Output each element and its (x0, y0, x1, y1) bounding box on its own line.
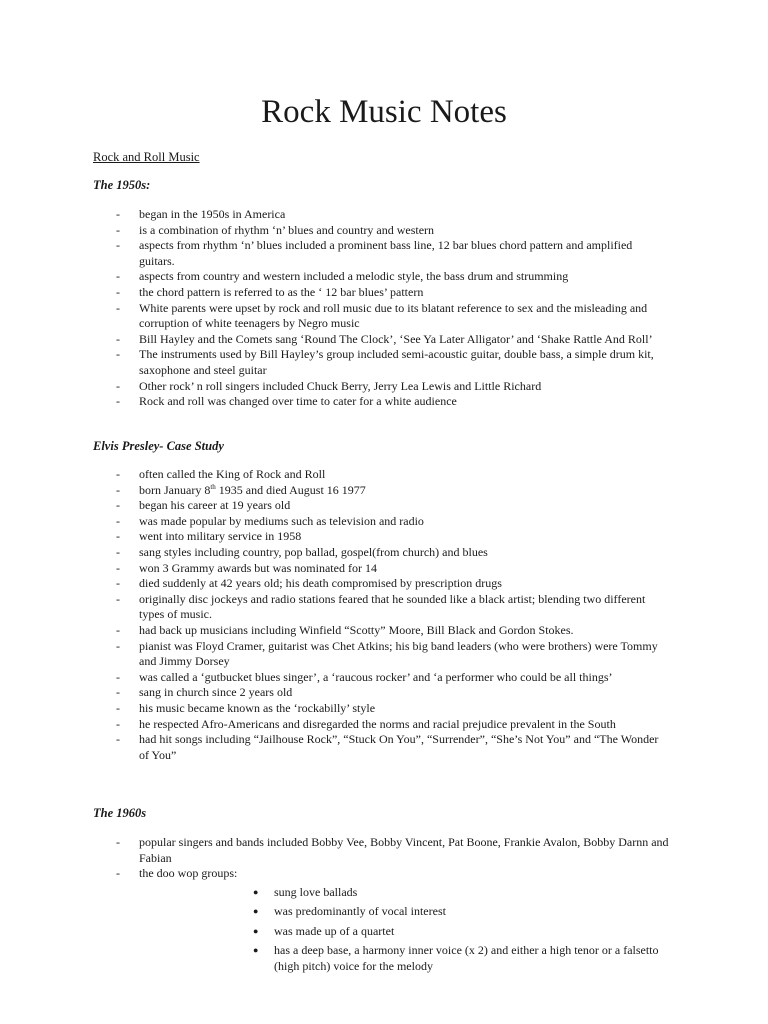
dash-bullet: - (116, 591, 120, 606)
list-item: - pianist was Floyd Cramer, guitarist was Chet Atkins; his big band leaders (who were brothers) were Tommy and Jimmy Dorsey (116, 638, 658, 669)
dash-bullet: - (116, 622, 120, 637)
dash-bullet: - (116, 394, 120, 409)
dash-bullet: - (116, 238, 120, 253)
list-item: - Other rock’ n roll singers included Chuck Berry, Jerry Lea Lewis and Little Richard (116, 378, 542, 393)
list-item: - aspects from rhythm ‘n’ blues included a prominent bass line, 12 bar blues chord pattern and amplified guitars. (116, 238, 633, 268)
list-item: - won 3 Grammy awards but was nominated for 14 (116, 560, 377, 575)
list-item: - The instruments used by Bill Hayley’s group included semi-acoustic guitar, double bass, a simple drum kit, saxophone and steel guitar (116, 347, 654, 377)
list-item: - began in the 1950s in America (116, 207, 286, 221)
round-bullet-icon: ● (253, 945, 259, 956)
round-bullet-icon: ● (253, 887, 259, 897)
dash-bullet: - (116, 638, 120, 653)
dash-bullet: - (116, 576, 120, 591)
list-item: - began his career at 19 years old (116, 498, 291, 513)
list-item: - went into military service in 1958 (116, 529, 302, 544)
list-item: - sang styles including country, pop ballad, gospel(from church) and blues (116, 544, 488, 559)
list-item: - died suddenly at 42 years old; his death compromised by prescription drugs (116, 576, 502, 591)
list-item: ● sung love ballads (253, 885, 358, 899)
dash-bullet: - (116, 467, 120, 481)
dash-bullet: - (116, 269, 120, 284)
dash-bullet: - (116, 560, 120, 575)
ordinal-suffix: th (210, 482, 216, 491)
dash-bullet: - (116, 207, 120, 221)
dash-bullet: - (116, 544, 120, 559)
dash-bullet: - (116, 284, 120, 299)
dash-bullet: - (116, 498, 120, 513)
list-item: - he respected Afro-Americans and disregarded the norms and racial prejudice prevalent in the South (116, 716, 616, 731)
list-item: ● has a deep base, a harmony inner voice (x 2) and either a high tenor or a falsetto (high pitch) voice for the melody (253, 943, 659, 973)
list-item: - the doo wop groups: (116, 866, 238, 881)
dash-bullet: - (116, 529, 120, 544)
list-item: - is a combination of rhythm ‘n’ blues and country and western (116, 222, 435, 237)
elvis-list (0, 467, 669, 763)
list-item: - the chord pattern is referred to as the ‘ 12 bar blues’ pattern (116, 284, 424, 299)
dash-bullet: - (116, 669, 120, 684)
round-bullet-icon: ● (253, 925, 259, 936)
section-heading: Rock and Roll Music (93, 150, 200, 164)
dash-bullet: - (116, 300, 120, 315)
list-item: ● was made up of a quartet (253, 923, 395, 938)
list-item: - White parents were upset by rock and roll music due to its blatant reference to sex and the misleading and corruption of white teenagers by Negro music (116, 300, 648, 331)
sixties-heading: The 1960s (93, 806, 147, 820)
dash-bullet: - (116, 222, 120, 237)
dash-bullet: - (116, 347, 120, 362)
list-item: - born January 8th 1935 and died August 16 1977 (116, 482, 366, 497)
dash-bullet: - (116, 835, 120, 849)
list-item: - Rock and roll was changed over time to cater for a white audience (116, 394, 457, 409)
elvis-heading: Elvis Presley- Case Study (93, 439, 224, 453)
list-item: - had back up musicians including Winfield “Scotty” Moore, Bill Black and Gordon Stokes. (116, 622, 574, 637)
list-item: - was made popular by mediums such as television and radio (116, 513, 424, 528)
dash-bullet: - (116, 866, 120, 881)
sixties-list (0, 835, 669, 882)
dash-bullet: - (116, 378, 120, 393)
list-item: - his music became known as the ‘rockabilly’ style (116, 700, 376, 715)
dash-bullet: - (116, 700, 120, 715)
list-item: - aspects from country and western included a melodic style, the bass drum and strumming (116, 269, 569, 284)
dash-bullet: - (116, 482, 120, 497)
dash-bullet: - (116, 331, 120, 346)
round-bullet-icon: ● (253, 906, 259, 917)
list-item: - often called the King of Rock and Roll (116, 467, 326, 481)
fifties-list (0, 207, 669, 410)
dash-bullet: - (116, 732, 120, 747)
list-item: - had hit songs including “Jailhouse Rock”, “Stuck On You”, “Surrender”, “She’s Not You” and “The Wonder of You” (116, 732, 659, 762)
dash-bullet: - (116, 716, 120, 731)
list-item: - popular singers and bands included Bobby Vee, Bobby Vincent, Pat Boone, Frankie Avalon, Bobby Darnn and Fabian (116, 835, 669, 865)
dash-bullet: - (116, 685, 120, 700)
list-item: - sang in church since 2 years old (116, 685, 293, 700)
list-item: - Bill Hayley and the Comets sang ‘Round The Clock’, ‘See Ya Later Alligator’ and ‘Shake Rattle And Roll’ (116, 331, 653, 346)
page-title: Rock Music Notes (261, 94, 507, 130)
list-item: - was called a ‘gutbucket blues singer’, a ‘raucous rocker’ and ‘a performer who could be all things’ (116, 669, 613, 684)
dash-bullet: - (116, 513, 120, 528)
doo-wop-list (0, 885, 674, 978)
list-item: - originally disc jockeys and radio stations feared that he sounded like a black artist; blending two different types of music. (116, 591, 646, 622)
fifties-heading: The 1950s: (93, 178, 151, 192)
list-item: ● was predominantly of vocal interest (253, 904, 446, 919)
